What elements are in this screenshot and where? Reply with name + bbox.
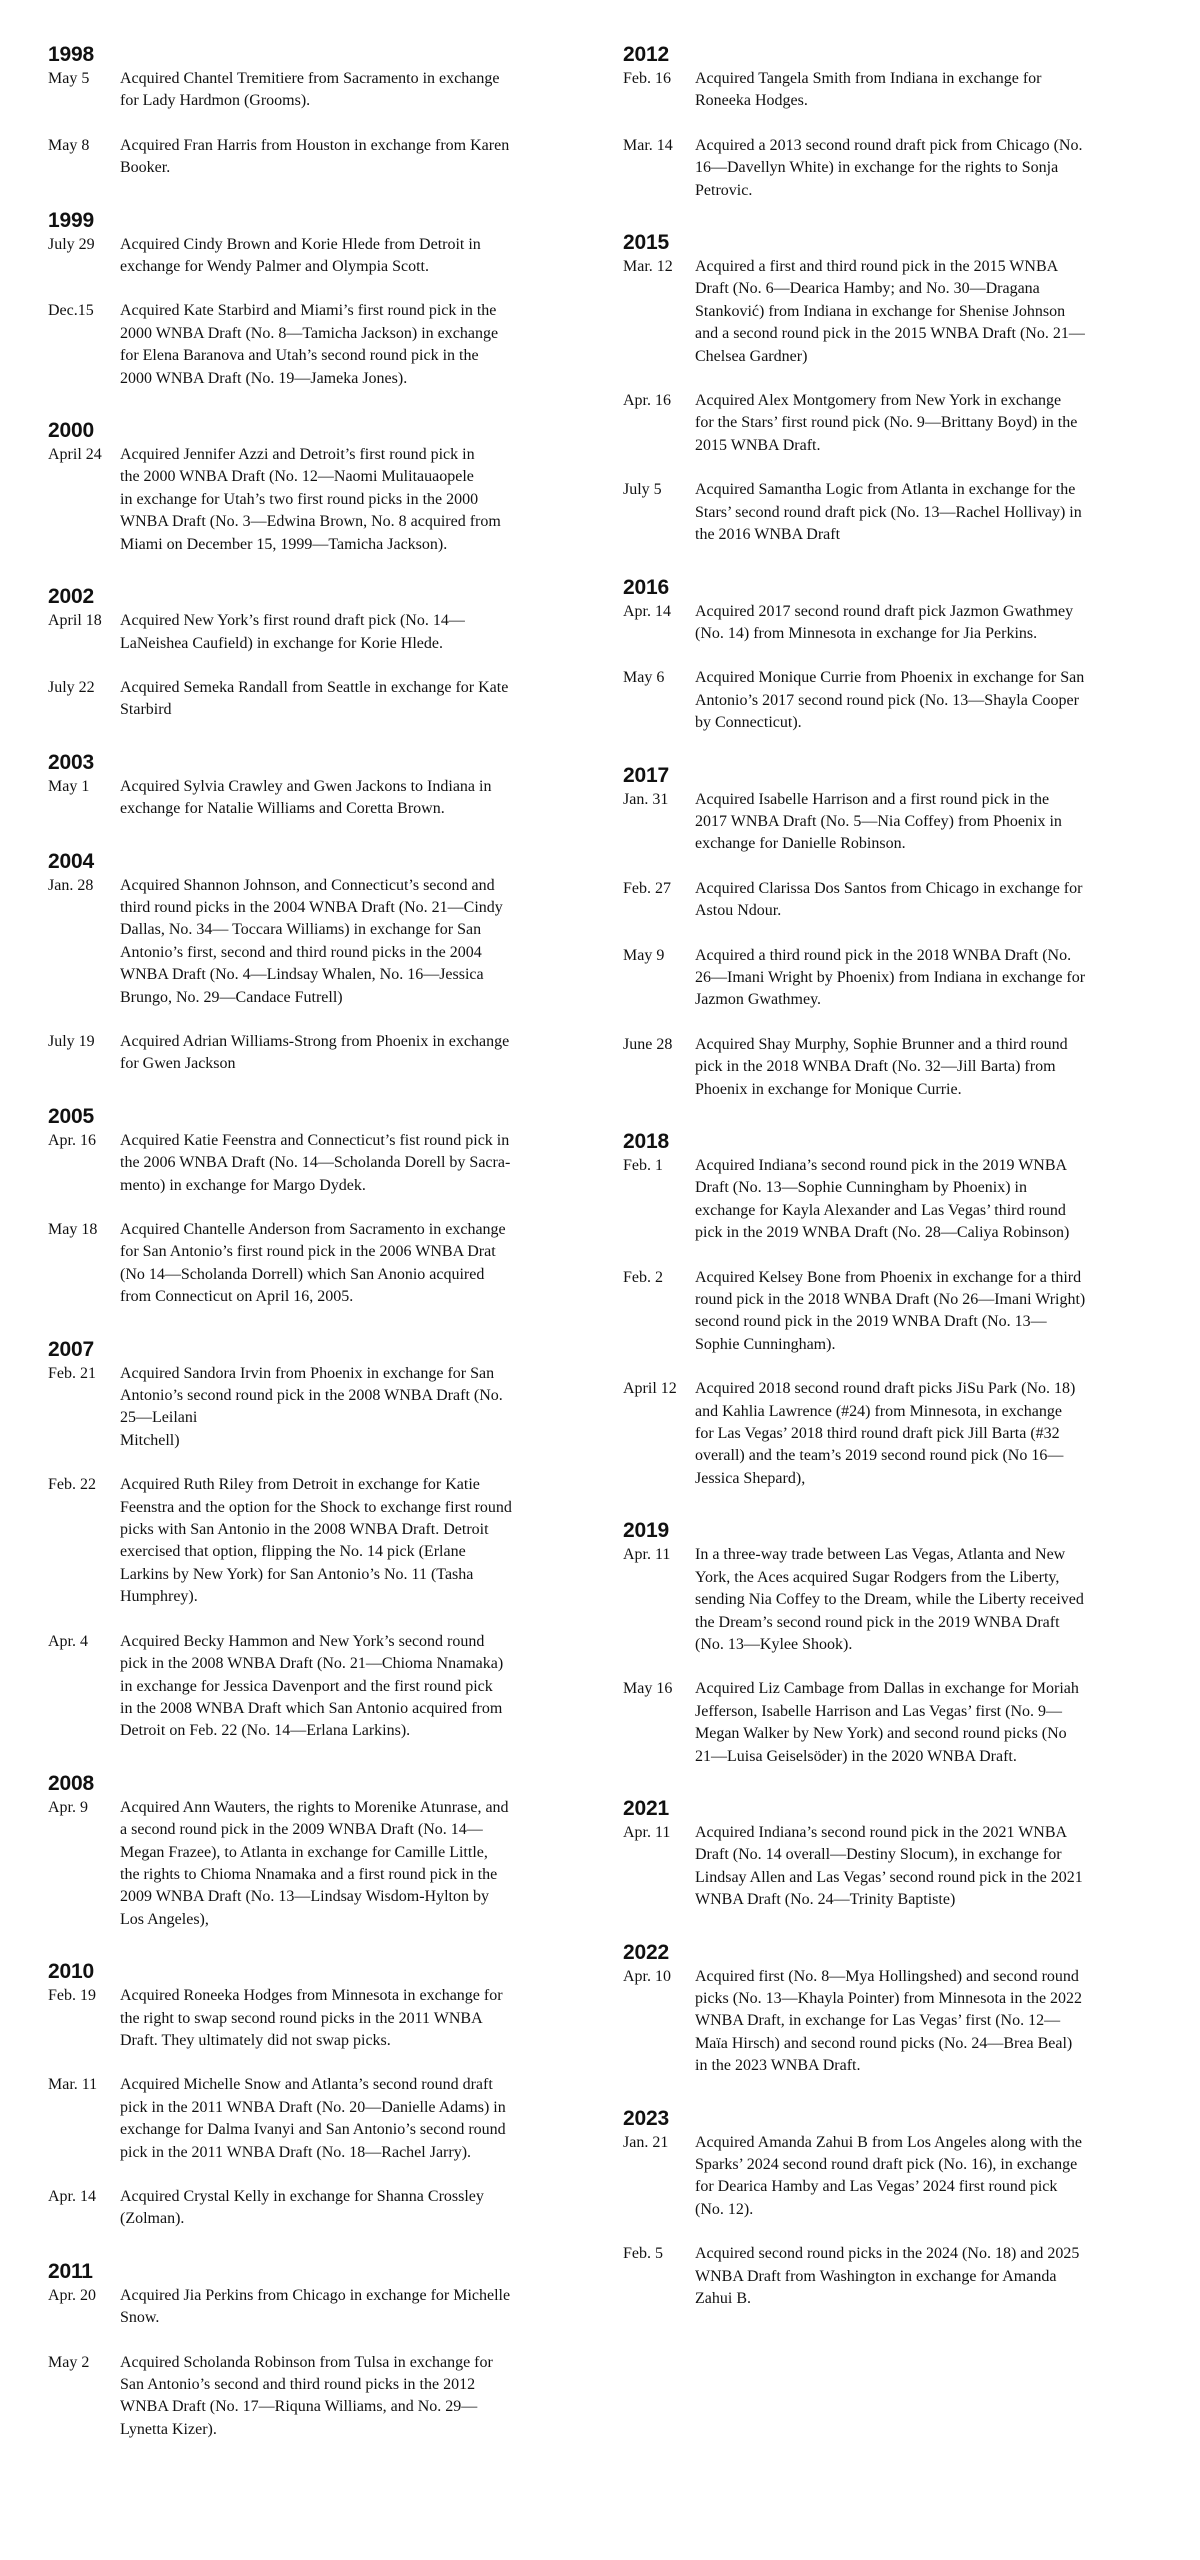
year-heading: 2012 <box>623 43 669 66</box>
transaction-line: from Connecticut on April 16, 2005. <box>120 1288 354 1306</box>
transaction-text <box>120 300 578 390</box>
transaction-date: April 24 <box>48 446 102 464</box>
transaction-line: Jessica Shepard), <box>695 1469 806 1487</box>
transaction-date: Feb. 19 <box>48 1987 96 2005</box>
transaction-line: for Gwen Jackson <box>120 1055 236 1073</box>
transaction-line: Dallas, No. 34— Toccara Williams) in exchange for San <box>120 921 482 939</box>
transaction-date: Apr. 11 <box>623 1546 671 1564</box>
transaction-entry <box>623 1267 1158 1357</box>
transaction-text <box>120 1130 578 1197</box>
transaction-date: April 12 <box>623 1380 677 1398</box>
transaction-line: Detroit on Feb. 22 (No. 14—Erlana Larkins). <box>120 1722 411 1740</box>
transaction-date: Mar. 12 <box>623 258 673 276</box>
transaction-date: Apr. 20 <box>48 2286 96 2304</box>
transaction-date: May 5 <box>48 70 90 87</box>
transaction-entry <box>623 789 1158 856</box>
transaction-date: Mar. 14 <box>623 136 673 154</box>
transaction-line: for San Antonio’s first round pick in the 2006 WNBA Drat <box>120 1243 496 1261</box>
transaction-line: Acquired a 2013 second round draft pick from Chicago (No. <box>695 136 1083 154</box>
transaction-line: Jefferson, Isabelle Harrison and Las Vegas’ first (No. 9— <box>695 1702 1063 1720</box>
transaction-line: Booker. <box>120 159 171 177</box>
transaction-date: May 8 <box>48 136 90 154</box>
transaction-entry <box>623 1378 1158 1490</box>
transaction-text <box>695 479 1158 546</box>
year-heading: 2018 <box>623 1130 669 1153</box>
transaction-line: Starbird <box>120 701 172 719</box>
transaction-line: WNBA Draft (No. 4—Lindsay Whalen, No. 16—Jessica <box>120 966 484 984</box>
transaction-entry <box>623 945 1158 1012</box>
transaction-entry <box>48 677 578 722</box>
transaction-text <box>695 68 1158 113</box>
transaction-line: San Antonio’s second and third round picks in the 2012 <box>120 2376 476 2394</box>
transaction-line: Acquired Michelle Snow and Atlanta’s second round draft <box>120 2076 493 2094</box>
year-heading: 2016 <box>623 575 669 599</box>
transaction-line: Acquired Cindy Brown and Korie Hlede from Detroit in <box>120 235 481 253</box>
transaction-date: Feb. 16 <box>623 70 671 87</box>
transaction-line: 26—Imani Wright by Phoenix) from Indiana in exchange for <box>695 968 1086 986</box>
right-column <box>623 42 1158 2310</box>
transaction-line: pick in the 2019 WNBA Draft (No. 28—Caliya Robinson) <box>695 1224 1070 1242</box>
transaction-line: exchange for Wendy Palmer and Olympia Scott. <box>120 258 429 276</box>
transaction-text <box>120 68 578 113</box>
transaction-date: May 1 <box>48 777 90 795</box>
year-heading: 2007 <box>48 1337 94 1361</box>
transaction-line: 16—Davellyn White) in exchange for the rights to Sonja <box>695 159 1059 177</box>
transaction-text <box>120 444 578 556</box>
transaction-text <box>120 1363 578 1453</box>
year-heading: 2005 <box>48 1104 94 1128</box>
transaction-entry <box>623 2243 1158 2310</box>
transaction-text <box>120 776 578 821</box>
transaction-line: pick in the 2008 WNBA Draft (No. 21—Chioma Nnamaka) <box>120 1655 504 1673</box>
year-heading: 2019 <box>623 1519 669 1543</box>
transaction-line: (No. 12). <box>695 2200 754 2218</box>
transaction-date: Feb. 1 <box>623 1157 663 1174</box>
transaction-date: July 5 <box>623 481 662 499</box>
transaction-text <box>120 677 578 722</box>
transaction-date: May 2 <box>48 2353 90 2371</box>
transaction-line: Stars’ second round draft pick (No. 13—Rachel Hollivay) in <box>695 503 1082 521</box>
transaction-entry <box>48 444 578 556</box>
transaction-line: in exchange for Jessica Davenport and the first round pick <box>120 1677 493 1695</box>
transaction-line: Jazmon Gwathmey. <box>695 991 822 1009</box>
transaction-line: overall) and the team’s 2019 second round pick (No 16— <box>695 1447 1064 1465</box>
transaction-line: Lindsay Allen and Las Vegas’ second round pick in the 2021 <box>695 1868 1083 1886</box>
year-heading: 1998 <box>48 43 94 66</box>
transaction-text <box>120 610 578 655</box>
transaction-text <box>120 1985 578 2052</box>
transaction-line: the 2006 WNBA Draft (No. 14—Scholanda Dorell by Sacra- <box>120 1154 511 1172</box>
transaction-date: Jan. 31 <box>623 790 669 808</box>
transaction-text <box>695 1822 1158 1912</box>
year-heading: 2022 <box>623 1940 669 1964</box>
transaction-line: Acquired Monique Currie from Phoenix in exchange for San <box>695 669 1085 687</box>
transaction-line: 25—Leilani <box>120 1409 198 1427</box>
transaction-entry <box>48 776 578 821</box>
transaction-text <box>120 135 578 180</box>
transaction-line: 2015 WNBA Draft. <box>695 436 821 454</box>
left-column <box>48 42 578 2441</box>
transaction-entry <box>48 1797 578 1931</box>
transaction-date: May 6 <box>623 669 665 687</box>
transaction-date: Jan. 21 <box>623 2133 669 2151</box>
transaction-line: for the Stars’ first round pick (No. 9—Brittany Boyd) in the <box>695 414 1078 432</box>
transaction-line: for Elena Baranova and Utah’s second round pick in the <box>120 347 479 365</box>
transaction-line: Acquired Sandora Irvin from Phoenix in exchange for San <box>120 1364 495 1382</box>
transaction-line: 2000 WNBA Draft (No. 19—Jameka Jones). <box>120 369 408 387</box>
transaction-line: Draft (No. 6—Dearica Hamby; and No. 30—Dragana <box>695 280 1040 298</box>
transaction-line: WNBA Draft (No. 24—Trinity Baptiste) <box>695 1891 956 1909</box>
transaction-entry <box>48 610 578 655</box>
year-heading: 2000 <box>48 419 94 443</box>
transaction-line: the 2016 WNBA Draft <box>695 526 841 544</box>
transaction-text <box>120 2352 578 2442</box>
transaction-line: by Connecticut). <box>695 714 802 732</box>
transaction-entry <box>48 2285 578 2330</box>
transaction-entry <box>48 234 578 279</box>
transaction-line: (No 14—Scholanda Dorrell) which San Anonio acquired <box>120 1265 485 1283</box>
transaction-line: the rights to Chioma Nnamaka and a first round pick in the <box>120 1865 498 1883</box>
transaction-date: Feb. 27 <box>623 879 671 897</box>
transaction-date: Dec.15 <box>48 302 94 320</box>
transaction-line: the 2000 WNBA Draft (No. 12—Naomi Mulitauaopele <box>120 468 474 486</box>
transaction-date: Mar. 11 <box>48 2076 98 2094</box>
transaction-line: the Dream’s second round pick in the 2019 WNBA Draft <box>695 1613 1060 1631</box>
transaction-text <box>695 2132 1158 2222</box>
transaction-line: Acquired Kate Starbird and Miami’s first round pick in the <box>120 302 497 320</box>
transaction-line: in exchange for Utah’s two first round picks in the 2000 <box>120 490 479 508</box>
transaction-text <box>695 390 1158 457</box>
transaction-entry <box>48 1031 578 1076</box>
year-heading: 2010 <box>48 1960 94 1984</box>
transaction-line: in the 2023 WNBA Draft. <box>695 2057 861 2075</box>
transaction-text <box>695 667 1158 734</box>
transaction-line: Acquired 2017 second round draft pick Jazmon Gwathmey <box>695 602 1074 620</box>
transaction-date: May 9 <box>623 946 665 964</box>
transaction-line: Acquired Crystal Kelly in exchange for Shanna Crossley <box>120 2188 484 2205</box>
transaction-line: Acquired Isabelle Harrison and a first round pick in the <box>695 790 1050 808</box>
transaction-entry <box>623 1966 1158 2078</box>
transaction-text <box>695 256 1158 368</box>
year-heading: 2002 <box>48 585 94 609</box>
year-heading: 2004 <box>48 849 94 873</box>
transaction-line: Acquired Samantha Logic from Atlanta in exchange for the <box>695 481 1076 499</box>
transaction-entry <box>48 68 578 113</box>
transaction-line: Chelsea Gardner) <box>695 347 808 365</box>
transaction-date: Apr. 14 <box>48 2188 96 2205</box>
transaction-line: Acquired Chantel Tremitiere from Sacramento in exchange <box>120 70 500 87</box>
transaction-line: (No. 14) from Minnesota in exchange for Jia Perkins. <box>695 624 1038 642</box>
transaction-line: Roneeka Hodges. <box>695 92 808 110</box>
transaction-date: Apr. 4 <box>48 1632 88 1650</box>
transaction-line: Megan Walker by New York) and second round picks (No <box>695 1725 1067 1743</box>
transaction-line: 2009 WNBA Draft (No. 13—Lindsay Wisdom-Hylton by <box>120 1888 489 1906</box>
transaction-entry <box>623 1678 1158 1768</box>
transaction-line: (Zolman). <box>120 2210 185 2228</box>
transaction-line: Miami on December 15, 1999—Tamicha Jackson). <box>120 535 448 553</box>
transaction-text <box>695 2243 1158 2310</box>
transaction-line: Acquired Kelsey Bone from Phoenix in exchange for a third <box>695 1268 1082 1286</box>
transaction-line: Petrovic. <box>695 181 753 199</box>
year-heading: 2008 <box>48 1771 94 1795</box>
transaction-line: picks with San Antonio in the 2008 WNBA Draft. Detroit <box>120 1521 489 1539</box>
transaction-line: third round picks in the 2004 WNBA Draft (No. 21—Cindy <box>120 898 503 916</box>
transaction-line: Acquired Alex Montgomery from New York in exchange <box>695 392 1062 410</box>
transaction-entry <box>623 68 1158 113</box>
transaction-line: WNBA Draft (No. 17—Riquna Williams, and No. 29— <box>120 2398 478 2416</box>
year-heading: 2023 <box>623 2106 669 2130</box>
transaction-line: Astou Ndour. <box>695 902 782 920</box>
transaction-date: Feb. 21 <box>48 1364 96 1382</box>
transaction-line: Acquired Sylvia Crawley and Gwen Jackons to Indiana in <box>120 777 492 795</box>
transaction-line: Acquired Chantelle Anderson from Sacramento in exchange <box>120 1221 506 1238</box>
transaction-text <box>120 1219 578 1309</box>
transaction-line: Acquired Ann Wauters, the rights to Morenike Atunrase, and <box>120 1798 509 1816</box>
year-heading: 2021 <box>623 1796 669 1820</box>
transaction-line: exchange for Danielle Robinson. <box>695 835 906 853</box>
transaction-line: Acquired Tangela Smith from Indiana in exchange for <box>695 70 1042 87</box>
transaction-line: Acquired Shay Murphy, Sophie Brunner and a third round <box>695 1035 1068 1053</box>
transaction-line: Acquired 2018 second round draft picks JiSu Park (No. 18) <box>695 1380 1076 1398</box>
transaction-entry <box>48 2074 578 2164</box>
transaction-entry <box>48 2352 578 2442</box>
transaction-line: for Dearica Hamby and Las Vegas’ 2024 first round pick <box>695 2178 1058 2196</box>
transaction-line: a second round pick in the 2009 WNBA Draft (No. 14— <box>120 1821 483 1839</box>
transaction-line: Larkins by New York) for San Antonio’s No. 11 (Tasha <box>120 1565 474 1583</box>
transaction-entry <box>623 601 1158 646</box>
transaction-line: Lynetta Kizer). <box>120 2420 217 2438</box>
transaction-text <box>695 135 1158 202</box>
transaction-line: In a three-way trade between Las Vegas, Atlanta and New <box>695 1546 1066 1564</box>
transaction-date: April 18 <box>48 612 102 630</box>
transaction-line: exercised that option, flipping the No. 14 pick (Erlane <box>120 1543 466 1561</box>
transaction-entry <box>623 1544 1158 1656</box>
transaction-entry <box>623 1034 1158 1101</box>
transaction-text <box>120 1631 578 1743</box>
transaction-line: Acquired first (No. 8—Mya Hollingshed) and second round <box>695 1967 1079 1985</box>
transaction-line: Acquired Semeka Randall from Seattle in exchange for Kate <box>120 678 509 696</box>
transaction-text <box>695 1267 1158 1357</box>
transaction-line: WNBA Draft from Washington in exchange for Amanda <box>695 2267 1057 2285</box>
transaction-line: WNBA Draft, in exchange for Las Vegas’ first (No. 12— <box>695 2012 1061 2030</box>
transaction-text <box>695 789 1158 856</box>
transaction-date: Apr. 14 <box>623 602 671 620</box>
transaction-date: Feb. 22 <box>48 1476 96 1494</box>
transaction-date: Feb. 2 <box>623 1268 663 1286</box>
transaction-text <box>120 1797 578 1931</box>
transaction-line: Stanković) from Indiana in exchange for Shenise Johnson <box>695 302 1066 320</box>
transaction-line: Acquired Ruth Riley from Detroit in exchange for Katie <box>120 1476 480 1494</box>
transaction-date: June 28 <box>623 1035 673 1053</box>
transaction-line: Draft (No. 13—Sophie Cunningham by Phoenix) in <box>695 1179 1027 1197</box>
transaction-line: and Kahlia Lawrence (#24) from Minnesota, in exchange <box>695 1402 1062 1420</box>
transaction-line: Acquired Katie Feenstra and Connecticut’s fist round pick in <box>120 1131 510 1149</box>
transaction-line: Feenstra and the option for the Shock to exchange first round <box>120 1498 512 1516</box>
transaction-text <box>120 2186 578 2231</box>
transaction-line: Sparks’ 2024 second round draft pick (No. 16), in exchange <box>695 2156 1078 2173</box>
transaction-date: July 29 <box>48 235 95 253</box>
transaction-line: pick in the 2011 WNBA Draft (No. 18—Rachel Jarry). <box>120 2143 472 2161</box>
transaction-line: Acquired Scholanda Robinson from Tulsa in exchange for <box>120 2353 493 2371</box>
transaction-line: Acquired Jia Perkins from Chicago in exchange for Michelle <box>120 2286 511 2304</box>
transaction-date: Apr. 16 <box>48 1131 96 1149</box>
transaction-text <box>695 1678 1158 1768</box>
transaction-text <box>120 2074 578 2164</box>
transaction-date: Apr. 10 <box>623 1967 671 1985</box>
transaction-line: for Las Vegas’ 2018 third round draft pick Jill Barta (#32 <box>695 1425 1060 1443</box>
transaction-line: Zahui B. <box>695 2290 751 2308</box>
transaction-text <box>120 875 578 1009</box>
transaction-date: Jan. 28 <box>48 876 94 894</box>
transaction-entry <box>623 135 1158 202</box>
transaction-line: 2000 WNBA Draft (No. 8—Tamicha Jackson) in exchange <box>120 324 499 342</box>
transaction-line: second round pick in the 2019 WNBA Draft (No. 13— <box>695 1313 1047 1331</box>
transaction-line: Snow. <box>120 2309 160 2327</box>
transaction-entry <box>623 1822 1158 1912</box>
transaction-entry <box>623 2132 1158 2222</box>
transaction-line: Los Angeles), <box>120 1910 209 1928</box>
year-heading: 1999 <box>48 208 94 232</box>
transaction-line: Acquired Jennifer Azzi and Detroit’s first round pick in <box>120 446 475 464</box>
transaction-line: Acquired Clarissa Dos Santos from Chicago in exchange for <box>695 879 1083 897</box>
transaction-date: May 16 <box>623 1680 673 1698</box>
transaction-date: Apr. 11 <box>623 1823 671 1841</box>
transaction-entry <box>48 1363 578 1453</box>
transaction-line: Acquired Indiana’s second round pick in the 2019 WNBA <box>695 1157 1068 1174</box>
transaction-line: 2017 WNBA Draft (No. 5—Nia Coffey) from Phoenix in <box>695 812 1062 830</box>
transaction-text <box>695 878 1158 923</box>
transaction-line: York, the Aces acquired Sugar Rodgers from the Liberty, <box>695 1568 1060 1586</box>
transaction-text <box>695 945 1158 1012</box>
transaction-line: Brungo, No. 29—Candace Futrell) <box>120 988 343 1006</box>
transaction-entry <box>48 1219 578 1309</box>
transaction-line: Draft (No. 14 overall—Destiny Slocum), in exchange for <box>695 1846 1062 1864</box>
year-heading: 2003 <box>48 750 94 774</box>
year-heading: 2011 <box>48 2259 93 2283</box>
transaction-date: July 22 <box>48 678 95 696</box>
transaction-line: (No. 13—Kylee Shook). <box>695 1635 853 1653</box>
transaction-line: exchange for Kayla Alexander and Las Vegas’ third round <box>695 1201 1066 1219</box>
transaction-line: Acquired Becky Hammon and New York’s second round <box>120 1632 485 1650</box>
transaction-entry <box>48 300 578 390</box>
transaction-line: Antonio’s first, second and third round picks in the 2004 <box>120 943 482 961</box>
transaction-line: Humphrey). <box>120 1588 198 1606</box>
transaction-entry <box>623 878 1158 923</box>
transaction-line: Acquired Indiana’s second round pick in the 2021 WNBA <box>695 1823 1068 1841</box>
transaction-line: Acquired second round picks in the 2024 (No. 18) and 2025 <box>695 2245 1080 2263</box>
transaction-line: LaNeishea Caufield) in exchange for Korie Hlede. <box>120 634 443 652</box>
transaction-text <box>695 1155 1158 1245</box>
transaction-text <box>120 1474 578 1608</box>
transaction-date: July 19 <box>48 1032 95 1050</box>
transaction-line: Phoenix in exchange for Monique Currie. <box>695 1080 962 1098</box>
transaction-text <box>695 1378 1158 1490</box>
transaction-line: Maïa Hirsch) and second round picks (No. 24—Brea Beal) <box>695 2034 1073 2052</box>
transaction-date: Apr. 16 <box>623 392 671 410</box>
transaction-entry <box>48 2186 578 2231</box>
transaction-entry <box>48 875 578 1009</box>
transaction-line: Megan Frazee), to Atlanta in exchange for Camille Little, <box>120 1843 488 1861</box>
transaction-entry <box>48 135 578 180</box>
transaction-line: for Lady Hardmon (Grooms). <box>120 92 311 110</box>
transaction-line: Mitchell) <box>120 1431 180 1449</box>
transaction-line: the right to swap second round picks in the 2011 WNBA <box>120 2009 483 2027</box>
transaction-line: Acquired Liz Cambage from Dallas in exchange for Moriah <box>695 1680 1079 1698</box>
transaction-line: in the 2008 WNBA Draft which San Antonio acquired from <box>120 1699 503 1717</box>
transaction-line: Acquired Roneeka Hodges from Minnesota in exchange for <box>120 1987 503 2005</box>
transaction-entry <box>48 1985 578 2052</box>
transaction-text <box>695 1544 1158 1656</box>
transaction-text <box>695 1966 1158 2078</box>
transaction-text <box>695 1034 1158 1101</box>
transaction-line: 21—Luisa Geiselsöder) in the 2020 WNBA Draft. <box>695 1747 1017 1765</box>
transaction-text <box>695 601 1158 646</box>
transaction-entry <box>623 1155 1158 1245</box>
year-heading: 2017 <box>623 763 669 787</box>
transaction-line: Antonio’s 2017 second round pick (No. 13—Shayla Cooper <box>695 691 1079 709</box>
transaction-line: pick in the 2018 WNBA Draft (No. 32—Jill Barta) from <box>695 1058 1056 1076</box>
transaction-line: Acquired a first and third round pick in the 2015 WNBA <box>695 258 1059 276</box>
transaction-entry <box>48 1631 578 1743</box>
transaction-date: May 18 <box>48 1221 98 1238</box>
transaction-text <box>120 234 578 279</box>
transaction-entry <box>623 256 1158 368</box>
transaction-entry <box>623 479 1158 546</box>
transaction-line: Acquired Shannon Johnson, and Connecticut’s second and <box>120 876 495 894</box>
transaction-entry <box>48 1130 578 1197</box>
transaction-line: exchange for Natalie Williams and Coretta Brown. <box>120 800 445 818</box>
year-heading: 2015 <box>623 231 669 255</box>
transaction-line: Antonio’s second round pick in the 2008 WNBA Draft (No. <box>120 1387 503 1405</box>
transaction-entry <box>48 1474 578 1608</box>
transaction-line: sending Nia Coffey to the Dream, while the Liberty received <box>695 1591 1084 1609</box>
transaction-line: Acquired Adrian Williams-Strong from Phoenix in exchange <box>120 1032 510 1050</box>
transaction-line: WNBA Draft (No. 3—Edwina Brown, No. 8 acquired from <box>120 513 501 531</box>
transaction-line: and a second round pick in the 2015 WNBA Draft (No. 21— <box>695 325 1085 343</box>
transaction-entry <box>623 667 1158 734</box>
transaction-line: pick in the 2011 WNBA Draft (No. 20—Danielle Adams) in <box>120 2098 506 2116</box>
transaction-line: Draft. They ultimately did not swap picks. <box>120 2031 391 2049</box>
transaction-line: Acquired a third round pick in the 2018 WNBA Draft (No. <box>695 946 1072 964</box>
transaction-text <box>120 2285 578 2330</box>
transaction-line: Acquired Amanda Zahui B from Los Angeles along with the <box>695 2133 1083 2151</box>
transaction-line: Acquired New York’s first round draft pick (No. 14— <box>120 612 465 630</box>
transaction-date: Apr. 9 <box>48 1798 88 1816</box>
transaction-line: mento) in exchange for Margo Dydek. <box>120 1176 366 1194</box>
transaction-line: round pick in the 2018 WNBA Draft (No 26—Imani Wright) <box>695 1291 1086 1309</box>
transaction-line: exchange for Dalma Ivanyi and San Antonio’s second round <box>120 2121 506 2139</box>
transaction-line: Sophie Cunningham). <box>695 1335 836 1353</box>
transaction-date: Feb. 5 <box>623 2245 663 2263</box>
transaction-entry <box>623 390 1158 457</box>
transaction-line: Acquired Fran Harris from Houston in exchange from Karen <box>120 136 510 154</box>
transaction-text <box>120 1031 578 1076</box>
transaction-line: picks (No. 13—Khayla Pointer) from Minnesota in the 2022 <box>695 1989 1083 2007</box>
